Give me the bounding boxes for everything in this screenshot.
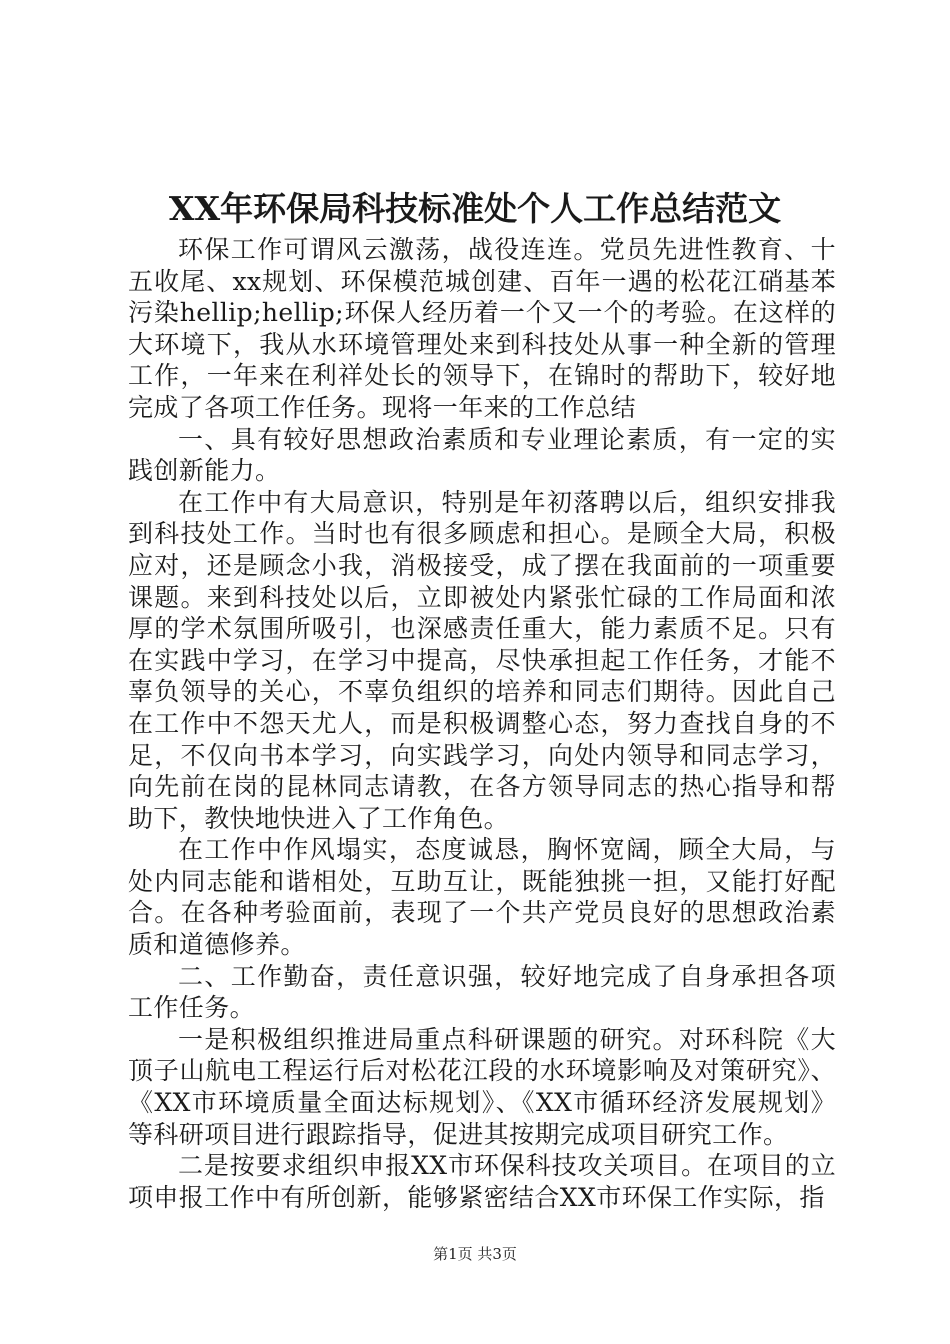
paragraph-body: 在工作中有大局意识，特别是年初落聘以后，组织安排我到科技处工作。当时也有很多顾虑和担心。是顾全大局，积极应对，还是顾念小我，消极接受，成了摆在我面前的一项重要课题。来到科技处以后，立即被处内紧张忙碌的工作局面和浓厚的学术氛围所吸引，也深感责任重大，能力素质不足。只有在实践中学习，在学习中提高，尽快承担起工作任务，才能不辜负领导的关心，不辜负组织的培养和同志们期待。因此自己在工作中不怨天尤人，而是积极调整心态，努力查找自身的不足，不仅向书本学习，向实践学习，向处内领导和同志学习，向先前在岗的昆林同志请教，在各方领导同志的热心指导和帮助下，教快地快进入了工作角色。 — [128, 487, 836, 833]
paragraph-heading-2: 二、工作勤奋，责任意识强，较好地完成了自身承担各项工作任务。 — [128, 961, 836, 1023]
paragraph-body: 在工作中作风塌实，态度诚恳，胸怀宽阔，顾全大局，与处内同志能和谐相处，互助互让，既能独挑一担，又能打好配合。在各种考验面前，表现了一个共产党员良好的思想政治素质和道德修养。 — [128, 835, 836, 960]
paragraph-heading-1: 一、具有较好思想政治素质和专业理论素质，有一定的实践创新能力。 — [128, 424, 836, 486]
document-title: XX年环保局科技标准处个人工作总结范文 — [168, 189, 782, 228]
paragraph-intro: 环保工作可谓风云激荡，战役连连。党员先进性教育、十五收尾、xx规划、环保模范城创建、百年一遇的松花江硝基苯污染hellip;hellip;环保人经历着一个又一个的考验。在这样的大环境下，我从水环境管理处来到科技处从事一种全新的管理工作，一年来在利祥处长的领导下，在锦时的帮助下，较好地完成了各项工作任务。现将一年来的工作总结 — [128, 235, 836, 422]
paragraph-item-1: 一是积极组织推进局重点科研课题的研究。对环科院《大顶子山航电工程运行后对松花江段的水环境影响及对策研究》、《XX市环境质量全面达标规划》、《XX市循环经济发展规划》等科研项目进行跟踪指导，促进其按期完成项目研究工作。 — [128, 1024, 836, 1149]
paragraph-item-2: 二是按要求组织申报XX市环保科技攻关项目。在项目的立项申报工作中有所创新，能够紧密结合XX市环保工作实际，指 — [128, 1151, 836, 1212]
document-body — [128, 234, 836, 1213]
page-footer: 第1页 共3页 — [433, 1245, 517, 1263]
